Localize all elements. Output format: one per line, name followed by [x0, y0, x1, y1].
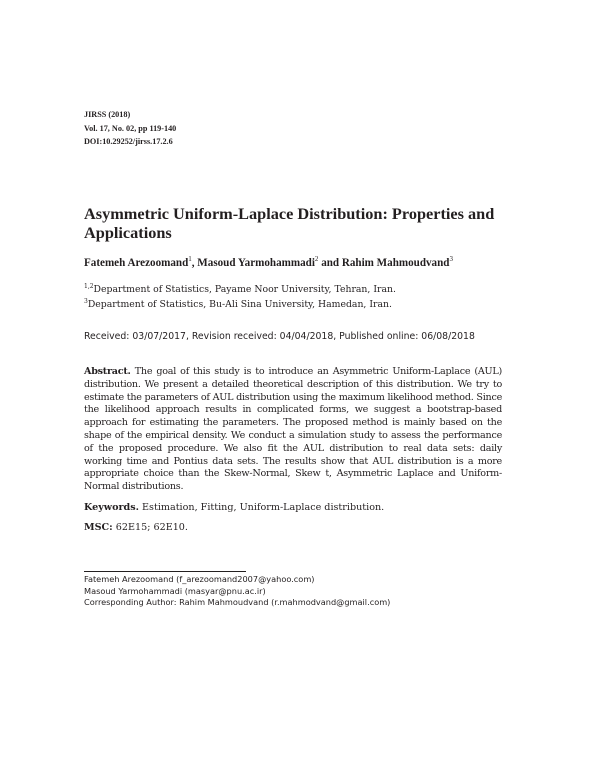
msc-text: 62E15; 62E10.: [115, 522, 188, 533]
paper-title: Asymmetric Uniform-Laplace Distribution: Properties and Applications: [84, 204, 495, 242]
footnotes: [84, 574, 390, 609]
abstract: [84, 366, 502, 494]
keywords-label: Keywords.: [84, 502, 139, 513]
received-dates: Received: 03/07/2017, Revision received: 04/04/2018, Published online: 06/08/2018: [84, 331, 475, 342]
affiliation: [84, 283, 396, 295]
keywords: [84, 502, 504, 513]
msc-codes: [84, 522, 188, 533]
affiliation-mark: 3: [84, 298, 88, 305]
affiliation-text: Department of Statistics, Bu-Ali Sina University, Hamedan, Iran.: [87, 299, 392, 310]
affiliation-text: Department of Statistics, Payame Noor University, Tehran, Iran.: [93, 284, 396, 295]
footnote-rule: [84, 571, 246, 572]
author-affiliation-mark: 2: [314, 255, 319, 263]
footnote-corresponding-author: Corresponding Author: Rahim Mahmoudvand (r.mahmodvand@gmail.com): [84, 597, 391, 608]
affiliation: [84, 298, 392, 310]
affiliation-mark: 1,2: [84, 283, 94, 290]
author-affiliation-mark: 1: [188, 255, 192, 263]
msc-label: MSC:: [84, 522, 113, 533]
author-affiliation-mark: 3: [449, 255, 453, 263]
author-list: Fatemeh Arezoomand$^1$, Masoud Yarmohammadi$^2$ and Rahim Mahmoudvand$^3$: [84, 255, 453, 269]
author-name: Rahim Mahmoudvand: [341, 257, 450, 269]
author-name: Masoud Yarmohammadi: [197, 257, 315, 269]
author-name: Fatemeh Arezoomand: [84, 257, 189, 269]
journal-header: [84, 108, 176, 149]
abstract-text: The goal of this study is to introduce an Asymmetric Uniform-Laplace (AUL) distribution. We present a detailed theoretical description of this distribution. We try to estimate the parameters of AUL distribution using the maximum likelihood method. Since the likelihood approach results in complicated forms, we suggest a bootstrap-based approach for estimating the parameters. The proposed method is mainly based on the shape of the empirical density. We conduct a simulation study to assess the performance of the proposed procedure. We also fit the AUL distribution to real data sets: daily working time and Pontius data sets. The results show that AUL distribution is a more appropriate choice than the Skew-Normal, Skew t, Asymmetric Laplace and Uniform-Normal distributions.: [84, 366, 502, 493]
journal-volume: Vol. 17, No. 02, pp 119-140: [84, 123, 177, 133]
footnote-author-email: Masoud Yarmohammadi (masyar@pnu.ac.ir): [84, 585, 266, 596]
journal-name: JIRSS (2018): [84, 110, 131, 119]
journal-doi: DOI:10.29252/jirss.17.2.6: [84, 137, 173, 147]
keywords-text: Estimation, Fitting, Uniform-Laplace distribution.: [142, 502, 385, 513]
abstract-label: Abstract.: [84, 366, 131, 377]
footnote-author-email: Fatemeh Arezoomand (f_arezoomand2007@yahoo.com): [84, 574, 315, 584]
